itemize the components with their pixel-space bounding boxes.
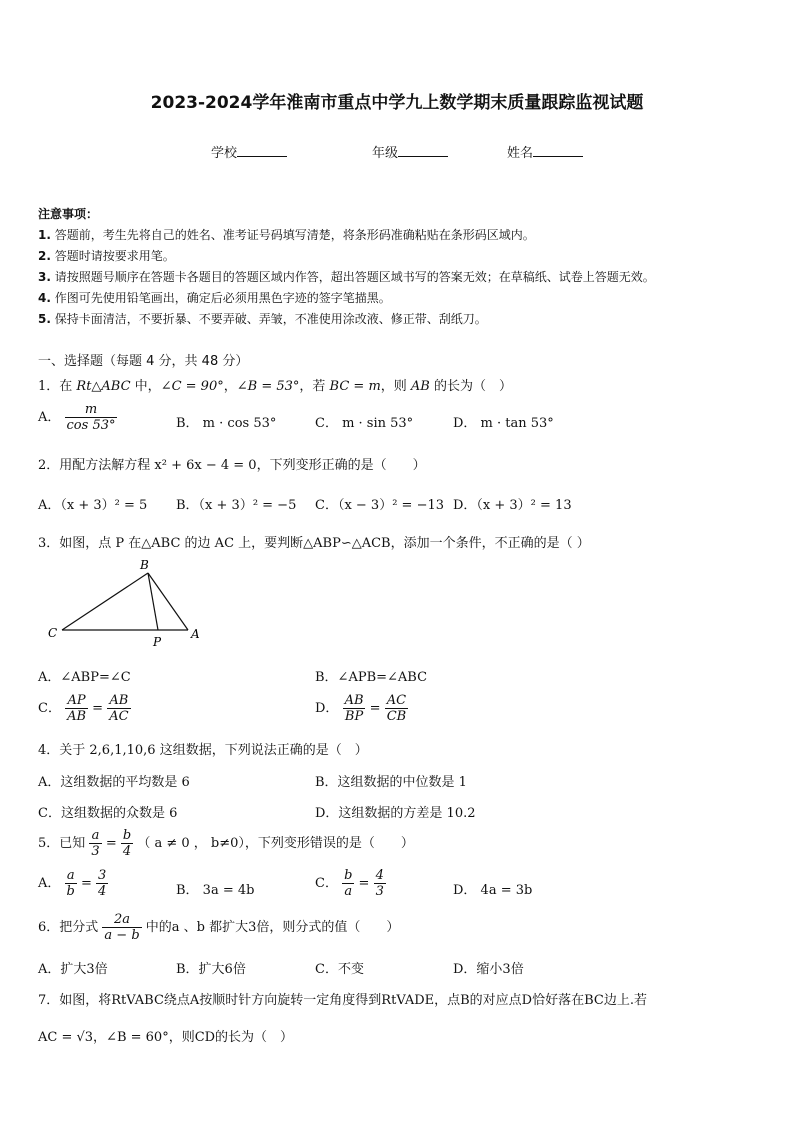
q4-option-b[interactable]: B．这组数据的中位数是 1 bbox=[315, 775, 467, 790]
q4-option-c[interactable]: C．这组数据的众数是 6 bbox=[38, 806, 178, 821]
question-1: 1．在 Rt△ABC 中，∠C = 90°，∠B = 53°，若 BC = m，则 AB 的长为（ ） bbox=[38, 379, 513, 394]
q6-option-d[interactable]: D．缩小3倍 bbox=[453, 962, 524, 977]
question-5: 5．已知 $\frac{a}{3}$ = $\frac{b}{4}$ （ a ≠ 0 ， b≠0），下列变形错误的是（ ） bbox=[38, 828, 414, 859]
notes-heading: 注意事项： bbox=[38, 207, 99, 221]
question-6: 6．把分式 $\frac{2a}{a - b}$ 中的a 、b 都扩大3倍，则分式的值（ ） bbox=[38, 912, 400, 943]
label-c: C bbox=[48, 626, 58, 640]
note-item: 5. 保持卡面清洁，不要折暴、不要弄破、弄皱，不准使用涂改液、修正带、刮纸刀。 bbox=[38, 312, 487, 326]
q6-option-a[interactable]: A．扩大3倍 bbox=[38, 962, 108, 977]
q5-option-b[interactable]: B． 3a = 4b bbox=[176, 883, 255, 898]
q1-option-d[interactable]: D． m · tan 53° bbox=[453, 416, 554, 431]
edge-cb bbox=[62, 573, 148, 630]
q2-option-c[interactable]: C．（x − 3）² = −13 bbox=[315, 498, 445, 513]
school-field[interactable] bbox=[211, 142, 287, 161]
grade-label: 年级 bbox=[372, 146, 399, 161]
note-item: 4. 作图可先使用铅笔画出，确定后必须用黑色字迹的签字笔描黑。 bbox=[38, 291, 391, 305]
q5-option-a[interactable]: A． $\frac{a}{b}$ = $\frac{3}{4}$ bbox=[38, 868, 107, 899]
note-item: 1. 答题前，考生先将自己的姓名、准考证号码填写清楚，将条形码准确粘贴在条形码区域内。 bbox=[38, 228, 535, 242]
label-p: P bbox=[153, 635, 162, 649]
question-4: 4．关于 2,6,1,10,6 这组数据，下列说法正确的是（ ） bbox=[38, 743, 368, 758]
question-7-line-1: 7．如图，将RtVABC绕点A按顺时针方向旋转一定角度得到RtVADE，点B的对应点D恰好落在BC边上.若 bbox=[38, 993, 647, 1008]
q4-option-d[interactable]: D．这组数据的方差是 10.2 bbox=[315, 806, 476, 821]
q1-option-a-fraction: $\frac{m}{\cos 53^\circ}$ bbox=[66, 402, 116, 433]
school-blank[interactable] bbox=[237, 144, 287, 157]
edge-bp bbox=[148, 573, 158, 630]
q4-option-a[interactable]: A．这组数据的平均数是 6 bbox=[38, 775, 190, 790]
question-2: 2．用配方法解方程 x² + 6x − 4 = 0，下列变形正确的是（ ） bbox=[38, 458, 426, 473]
page-title: 2023-2024学年淮南市重点中学九上数学期末质量跟踪监视试题 bbox=[150, 93, 644, 113]
q2-option-a[interactable]: A．（x + 3）² = 5 bbox=[38, 498, 148, 513]
q1-option-b[interactable]: B． m · cos 53° bbox=[176, 416, 277, 431]
grade-field[interactable] bbox=[372, 142, 448, 161]
name-blank[interactable] bbox=[533, 144, 583, 157]
q1-option-c[interactable]: C． m · sin 53° bbox=[315, 416, 414, 431]
q3-option-c[interactable]: C． $\frac{AP}{AB}$ = $\frac{AB}{AC}$ bbox=[38, 693, 129, 724]
q3-option-b[interactable]: B．∠APB=∠ABC bbox=[315, 670, 428, 685]
question-3: 3．如图，点 P 在△ABC 的边 AC 上，要判断△ABP∽△ACB，添加一个条件，不正确的是（ ） bbox=[38, 536, 590, 551]
q5-option-c[interactable]: C． $\frac{b}{a}$ = $\frac{4}{3}$ bbox=[315, 868, 384, 899]
q6-option-c[interactable]: C．不变 bbox=[315, 962, 364, 977]
label-b: B bbox=[140, 558, 149, 572]
edge-ba bbox=[148, 573, 188, 630]
q6-option-b[interactable]: B．扩大6倍 bbox=[176, 962, 246, 977]
name-field[interactable] bbox=[507, 142, 583, 161]
question-7-line-2: AC = √3，∠B = 60°，则CD的长为（ ） bbox=[38, 1030, 294, 1045]
grade-blank[interactable] bbox=[398, 144, 448, 157]
name-label: 姓名 bbox=[507, 146, 534, 161]
label-a: A bbox=[191, 627, 200, 641]
q5-option-d[interactable]: D． 4a = 3b bbox=[453, 883, 533, 898]
q3-option-d[interactable]: D． $\frac{AB}{BP}$ = $\frac{AC}{CB}$ bbox=[315, 693, 407, 724]
note-item: 2. 答题时请按要求用笔。 bbox=[38, 249, 175, 263]
notes-section bbox=[38, 204, 655, 330]
q2-option-d[interactable]: D．（x + 3）² = 13 bbox=[453, 498, 572, 513]
q3-option-a[interactable]: A．∠ABP=∠C bbox=[38, 670, 131, 685]
q2-option-b[interactable]: B．（x + 3）² = −5 bbox=[176, 498, 297, 513]
school-label: 学校 bbox=[211, 146, 238, 161]
triangle-figure bbox=[40, 558, 210, 650]
section-heading: 一、选择题（每题 4 分，共 48 分） bbox=[38, 354, 249, 369]
note-item: 3. 请按照题号顺序在答题卡各题目的答题区域内作答，超出答题区域书写的答案无效；在草稿纸、试卷上答题无效。 bbox=[38, 270, 655, 284]
q1-option-a[interactable]: A． $\frac{m}{\cos 53^\circ}$ bbox=[38, 402, 116, 433]
